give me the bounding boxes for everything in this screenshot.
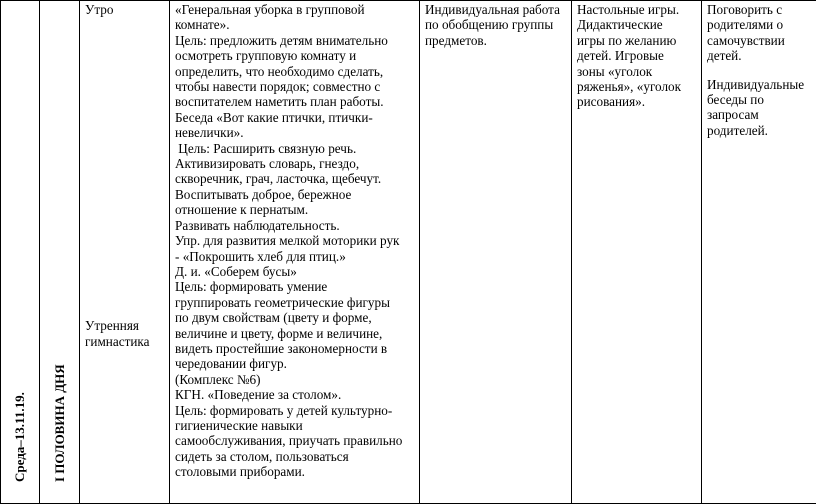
activity-line: гигиенические навыки [175, 417, 303, 433]
routine-morning: Утро [85, 2, 114, 17]
activity-line: определить, что необходимо сделать, [175, 63, 384, 79]
activities-cell [170, 1, 420, 504]
activity-line: (Комплекс №6) [175, 371, 261, 387]
activity-line: группировать геометрические фигуры [175, 294, 390, 310]
parents-individual-line: родителей. [707, 122, 768, 138]
activity-line: чередовании фигур. [175, 356, 287, 372]
activity-line: величине и цвету, форме и величине, [175, 325, 383, 341]
activity-line: Цель: формировать умение [175, 279, 328, 295]
activity-line: Активизировать словарь, гнездо, [175, 156, 360, 172]
activity-line: самообслуживания, приучать правильно [175, 433, 403, 449]
activity-line: скворечник, грач, ласточка, щебечут. [175, 171, 382, 187]
activity-line: Д. и. «Соберем бусы» [175, 263, 297, 279]
activity-line: Цель: формировать у детей культурно- [175, 402, 393, 418]
routine-cell [80, 1, 170, 504]
parents-talk-line: родителями о [707, 17, 784, 33]
games-line: Настольные игры. [577, 2, 680, 17]
activity-line: осмотреть групповую комнату и [175, 48, 357, 64]
activity-line: чтобы навести порядок; совместно с [175, 79, 381, 95]
parents-individual-line: Индивидуальные [707, 76, 805, 92]
activity-line: отношение к пернатым. [175, 202, 309, 218]
games-line: игры по желанию [577, 32, 677, 48]
parents-talk-line: Поговорить с [707, 2, 783, 17]
activity-line: воспитателем наметить план работы. [175, 94, 384, 110]
activity-line: Цель: Расширить связную речь. [175, 140, 357, 156]
activity-line: сидеть за столом, пользоваться [175, 448, 349, 464]
activity-line: видеть простейшие закономерности в [175, 340, 388, 356]
activity-line: «Генеральная уборка в групповой [175, 2, 365, 17]
parents-individual-line: запросам [707, 107, 759, 123]
activity-line: Развивать наблюдательность. [175, 217, 340, 233]
individual-work-line: по обобщению группы [425, 17, 554, 33]
activity-line: КГН. «Поведение за столом». [175, 387, 342, 403]
parents-cell [702, 1, 816, 504]
routine-exercise-line: гимнастика [85, 333, 150, 349]
activity-line: невелички». [175, 125, 244, 141]
table-row [1, 1, 816, 504]
parents-talk-line: самочувствии [707, 32, 785, 48]
individual-work-line: предметов. [425, 32, 487, 48]
games-line: детей. Игровые [577, 48, 664, 64]
games-line: зоны «уголок [577, 63, 653, 79]
activity-line: Воспитывать доброе, бережное [175, 186, 352, 202]
activity-line: - «Покрошить хлеб для птиц.» [175, 248, 346, 264]
activity-line: по двум свойствам (цвету и форме, [175, 310, 372, 326]
individual-work-cell [420, 1, 572, 504]
activity-line: Беседа «Вот какие птички, птички- [175, 109, 373, 125]
activity-line: Упр. для развития мелкой моторики рук [175, 233, 400, 249]
games-line: ряженья», «уголок [577, 79, 682, 95]
parents-individual-line: беседы по [707, 92, 764, 108]
individual-work-line: Индивидуальная работа [425, 2, 560, 17]
activity-line: комнате». [175, 17, 230, 33]
parents-talk-line: детей. [707, 48, 742, 64]
activity-line: столовыми приборами. [175, 464, 305, 480]
period-label: I ПОЛОВИНА ДНЯ [51, 364, 67, 482]
games-line: рисования». [577, 94, 646, 110]
activity-line: Цель: предложить детям внимательно [175, 32, 388, 48]
day-cell [1, 1, 40, 504]
games-cell [572, 1, 702, 504]
routine-exercise-line: Утренняя [85, 318, 139, 334]
day-label: Среда–13.11.19. [12, 392, 27, 482]
period-cell [40, 1, 80, 504]
games-line: Дидактические [577, 17, 663, 33]
